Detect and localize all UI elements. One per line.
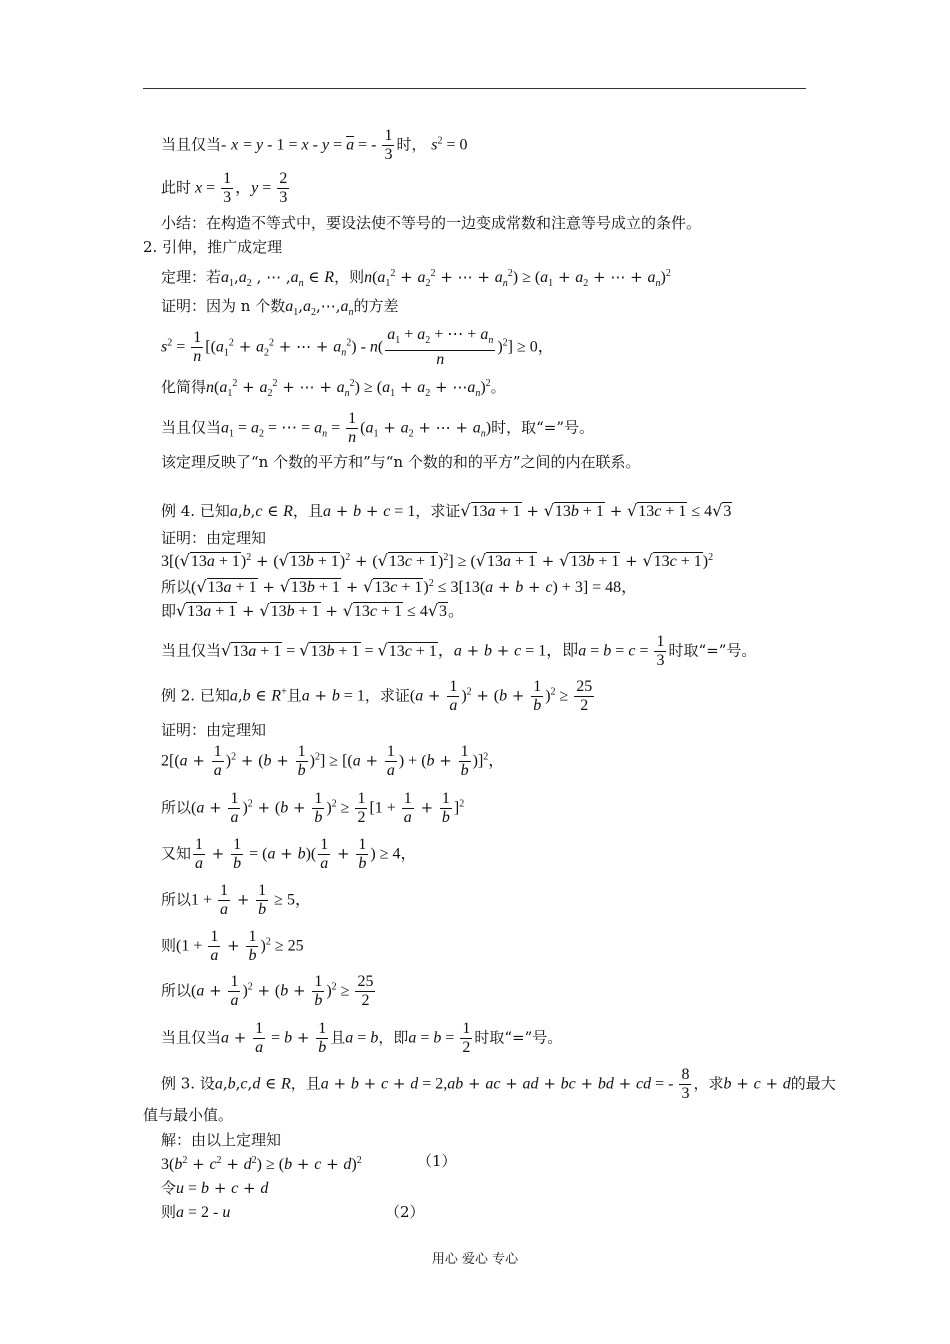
theorem-line: 定理：若$a_1,a_2$ , ⋯ $,a_n$ ∈ R，则$n(a_1^2 + a_2^2$ + ⋯ + $a_n^2) \ge (a_1 + a_2$ + ⋯ + $a_n)^2$	[161, 268, 671, 289]
example2-step4: 所以1 + $\frac{1}{a}$ + $\frac{1}{b}$ ≥ 5，	[161, 882, 311, 918]
example4-equality: 当且仅当√13a + 1 = √13b + 1 = √13c + 1，a + b + c = 1，即a = b = c = $\frac{1}{3}$ 时取“=”号。	[161, 633, 757, 669]
page-footer: 用心 爱心 专心	[431, 1252, 519, 1267]
example2-step3: 又知 $\frac{1}{a}$ + $\frac{1}{b}$ = (a + b)( $\frac{1}{a}$ + $\frac{1}{b}$ ) ≥ 4，	[161, 836, 417, 872]
example3-statement: 例 3. 设a,b,c,d ∈ R，且a + b + c + d = 2,ab + ac + ad + bc + bd + cd = - $\frac{8}{3}$ ，求b + c + d的最大	[161, 1066, 836, 1102]
example3-continuation: 值与最小值。	[143, 1106, 234, 1124]
simplify-line: 化简得$n(a_1^2 + a_2^2$ + ⋯ + $a_n^2) \ge (a_1 + a_2$ + $\cdots a_n)^2$。	[161, 378, 506, 399]
text-line: 当且仅当- $x = y - 1 = x - y = \overline{a}$ = - $\frac{1}{3}$ 时， $s^2 = 0$	[161, 127, 468, 163]
section-heading: 2. 引伸，推广成定理	[143, 238, 283, 256]
text-line: 此时 x = $\frac{1}{3}$ ，y = $\frac{2}{3}$	[161, 170, 288, 206]
meaning-text: 该定理反映了“n 个数的平方和”与“n 个数的和的平方”之间的内在联系。	[161, 453, 641, 471]
example4-statement: 例 4. 已知a,b,c ∈ R，且a + b + c = 1，求证√13a + 1 + √13b + 1 + √13c + 1 ≤ 4√3	[161, 501, 732, 520]
summary-text: 小结：在构造不等式中，要设法使不等号的一边变成常数和注意等号成立的条件。	[161, 214, 702, 232]
equation-tag: （1）	[417, 1152, 457, 1170]
example4-step2: 所以$(√13a + 1 + √13b + 1 + √13c + 1)^2 \le 3[13(a + b + c) + 3] = 48$，	[161, 577, 638, 596]
example2-step1: 2[(a + $\frac{1}{a}$ )$^2$ + (b + $\frac{1}{b}$ )$^2$] ≥ [(a + $\frac{1}{a}$ ) + (b + $\frac{1}{b}$ )]$^2$，	[161, 743, 505, 779]
proof-by-theorem: 证明：由定理知	[161, 529, 267, 547]
header-rule	[143, 88, 806, 89]
equality-line: 当且仅当$a_1 = a_2$ = ⋯ = $a_n$ = $\frac{1}{n}$ ($a_1 + a_2$ + ⋯ + $a_n$)时，取“=”号。	[161, 410, 595, 446]
solution-step3: 则a = 2 - u	[161, 1203, 231, 1221]
example2-step2: 所以(a + $\frac{1}{a}$ )$^2$ + (b + $\frac{1}{b}$ )$^2$ ≥ $\frac{1}{2}$ [1 + $\frac{1}{a}$ + $\frac{1}{b}$ ]$^2$	[161, 790, 465, 826]
example2-equality: 当且仅当a + $\frac{1}{a}$ = b + $\frac{1}{b}$ 且a = b，即a = b = $\frac{1}{2}$ 时取“=”号。	[161, 1020, 563, 1056]
solution-step2: 令u = b + c + d	[161, 1179, 269, 1197]
example2-step6: 所以(a + $\frac{1}{a}$ )$^2$ + (b + $\frac{1}{b}$ )$^2$ ≥ $\frac{25}{2}$	[161, 973, 374, 1009]
example2-step5: 则(1 + $\frac{1}{a}$ + $\frac{1}{b}$ )$^2$ ≥ 25	[161, 928, 304, 964]
example4-step1: $3[(√13a + 1)^2 + (√13b + 1)^2 + (√13c + 1)^2] \ge (√13a + 1 + √13b + 1 + √13c + 1)^2$	[161, 551, 714, 570]
solution-step1: $3(b^2 + c^2 + d^2) \ge (b + c + d)^2$	[161, 1155, 362, 1173]
variance-formula: $s^2$ = $\frac{1}{n}$ [($a_1^2 + a_2^2$ + ⋯ + $a_n^2) - n$( $\frac{a_1 + a_2 + \cdots + a_n}{n}$ )$^2$] ≥ 0，	[161, 326, 554, 369]
solution-line: 解：由以上定理知	[161, 1131, 282, 1149]
example4-step3: 即√13a + 1 + √13b + 1 + √13c + 1 ≤ 4√3。	[161, 601, 465, 620]
proof-line: 证明：因为 n 个数$a_1,a_2,\cdots,a_n$的方差	[161, 297, 399, 318]
proof-by-theorem: 证明：由定理知	[161, 721, 267, 739]
equation-tag: （2）	[385, 1203, 425, 1221]
example2-statement: 例 2. 已知a,b ∈ R+且a + b = 1，求证(a + $\frac{1}{a}$ )$^2$ + (b + $\frac{1}{b}$ )$^2$ ≥ $\frac{25}{2}$	[161, 678, 593, 714]
